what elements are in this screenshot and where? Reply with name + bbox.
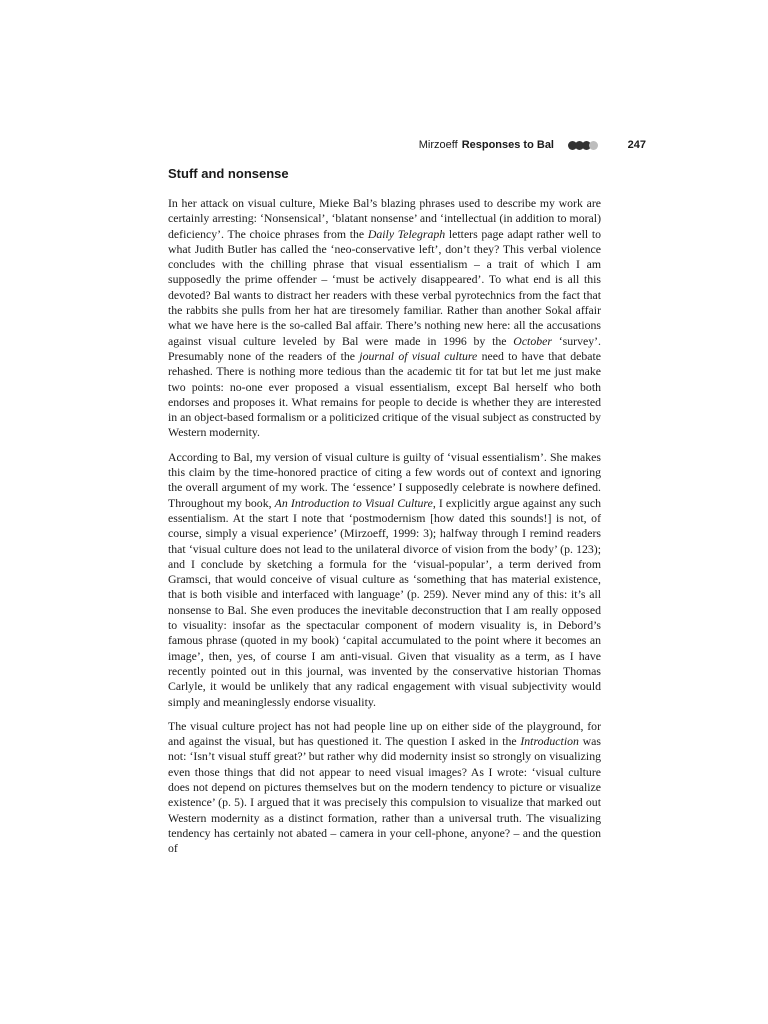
paragraph — [168, 450, 601, 710]
text-run: In her attack on visual culture, Mieke Bal’s blazing phrases used to describe my work are certainly arresting: ‘Nonsensical’, ‘blatant nonsense’ and ‘intellectual (in addition to moral) deficiency’. The choice phrases from the — [168, 196, 601, 241]
italic-text-run: Daily Telegraph — [367, 226, 446, 241]
italic-text-run: An Introduction to Visual Culture — [274, 495, 433, 510]
running-head-title — [419, 139, 554, 151]
page-number: 247 — [627, 139, 646, 151]
text-run: ‘survey’. Presumably none of the readers of the — [168, 333, 601, 363]
section-title: Responses to Bal — [461, 139, 554, 151]
text-run: need to have that debate rehashed. There is nothing more tedious than the academic tit for tat but let me just make two points: no-one ever proposed a visual essentialism, except Bal herself who both endorses and proposes it. What remains for people to decide is whether they are interested in an object-based formalism or a politicized critique of the visual subject as constructed by Western modernity. — [168, 348, 602, 440]
text-run: was not: ‘Isn’t visual stuff great?’ but rather why did modernity insist so strongly on visualizing even those things that did not appear to need visual images? As I wrote: ‘visual culture does not depend on pictures themselves but on the modern tendency to picture or visualize existence’ (p. 5). I argued that it was precisely this compulsion to visualize that marked out Western modernity as a distinct formation, rather than a universal truth. The visualizing tendency has certainly not abated – camera in your cell-phone, anyone? – and the question of — [168, 734, 602, 856]
article-body — [168, 196, 601, 865]
text-run: According to Bal, my version of visual culture is guilty of ‘visual essentialism’. She makes this claim by the time-honored practice of citing a few words out of context and ignoring the overall argument of my work. The ‘essence’ I supposedly celebrate is nowhere defined. Throughout my book, — [168, 449, 601, 510]
italic-text-run: Introduction — [520, 734, 579, 749]
italic-text-run: journal of visual culture — [359, 348, 478, 363]
decorative-dots — [570, 141, 598, 151]
running-header — [168, 138, 646, 154]
dot-icon — [589, 141, 598, 150]
text-run: letters page adapt rather well to what Judith Butler has called the ‘neo-conservative left’, don’t they? This verbal violence concludes with the chilling phrase that visual essentialism – a trait of which I am supposedly the prime offender – ‘must be actively disappeared’. To what end is all this devoted? Bal wants to distract her readers with these verbal pyrotechnics from the fact that the rabbits she pulls from her hat are tiresomely familiar. Rather than another Sokal affair what we have here is the so-called Bal affair. There’s nothing new here: all the accusations against visual culture leveled by Bal were made in 1996 by the — [168, 226, 601, 348]
paragraph — [168, 719, 601, 857]
paragraph — [168, 196, 601, 441]
text-run: , I explicitly argue against any such essentialism. At the start I note that ‘postmodernism [how dated this sounds!] is not, of course, simply a visual experience’ (Mirzoeff, 1999: 3); halfway through I remind readers that ‘visual culture does not lead to the unilateral divorce of vision from the body’ (p. 123); and I conclude by sketching a formula for the ‘visual-popular’, a term derived from Gramsci, that would conceive of visual culture as ‘something that has material existence, that is both visible and interfaced with language’ (p. 259). Never mind any of this: it’s all nonsense to Bal. She even produces the inevitable deconstruction that I am really opposed to visuality: insofar as the spectacular component of modern visuality is, in Debord’s famous phrase (quoted in my book) ‘capital accumulated to the point where it becomes an image’, then, yes, of course I am anti-visual. Given that visuality as a term, as I have recently pointed out in this journal, was invented by the conservative historian Thomas Carlyle, it would be unlikely that any radical engagement with visual subjectivity would simply and meaninglessly endorse visuality. — [168, 495, 601, 709]
italic-text-run: October — [513, 333, 552, 348]
text-run: The visual culture project has not had people line up on either side of the playground, for and against the visual, but has questioned it. The question I asked in the — [168, 718, 601, 749]
author-name: Mirzoeff — [418, 139, 458, 151]
article-heading: Stuff and nonsense — [168, 166, 289, 181]
